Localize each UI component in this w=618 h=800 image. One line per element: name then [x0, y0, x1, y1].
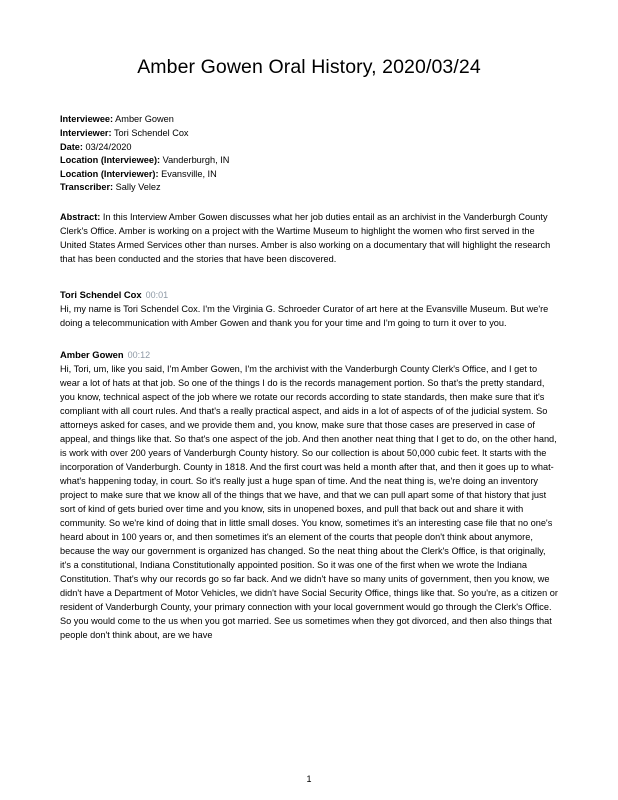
metadata-row-interviewee — [60, 113, 558, 127]
speaker-name: Tori Schendel Cox — [60, 288, 142, 300]
interview-metadata — [60, 113, 558, 195]
abstract-text: In this Interview Amber Gowen discusses what her job duties entail as an archivist in the Vanderburgh County Clerk's Office. Amber is working on a project with the Wartime Museum to highlight the women who first served in the United States Armed Services other than nurses. Amber is also working on a documentary that will highlight the research that has been conducted and the stories that have been discovered. — [60, 212, 551, 264]
metadata-value: Vanderburgh, IN — [162, 155, 230, 166]
metadata-value: Sally Velez — [115, 182, 161, 193]
metadata-value: Amber Gowen — [115, 114, 174, 125]
transcript-turn-text: Hi, Tori, um, like you said, I'm Amber Gowen, I'm the archivist with the Vanderburgh County Clerk's Office, and I get to wear a lot of hats at that job. So one of the things I do is the records management portion. So that's the pretty standard, you know, technical aspect of the job where we rotate our records according to state standards, then make sure that it's compliant with all court rules. And that's a really practical aspect, and aids in a lot of aspects of of the judicial system. So attorneys asked for cases, and we provide them and, you know, make sure that those cases are preserved in case of appeal, and things like that. So that's one aspect of the job. And then another neat thing that I get to do, on the other hand, is work with over 200 years of Vanderburgh County history. So our collection is about 50,000 cubic feet. It starts with the incorporation of Vanderburgh. County in 1818. And the first court was held a month after that, and then it goes up to what-what's happening today, in court. So it's really just a huge span of time. And the neat thing is, we're doing an inventory project to make sure that we know all of the things that we have, and that we can pull apart some of that history that just sort of kind of gets buried over time and you know, sits in unopened boxes, and pull that back out and share it with community. So we're kind of doing that in little small doses. You know, sometimes it's an interesting case file that no one's heard about in 100 years or, and then sometimes it's an element of the courts that people don't think about anymore, because the way our government is organized has changed. So the neat thing about the Clerk's Office, is that originally, it's a constitutional, Indiana Constitutionally appointed position. So it was one of the first when we wrote the Indiana Constitution. That's why our records go so far back. And we didn't have so many units of government, then you know, we didn't have a Department of Motor Vehicles, we didn't have Social Security Office, things like that. So you're, as a citizen or resident of Vanderburgh County, your primary connection with your local government would go through the Clerk's Office. So you would come to the us when you got married. See us sometimes when they got divorced, and then also things that people don't think about, are we have — [60, 363, 558, 640]
speaker-name: Amber Gowen — [60, 348, 124, 360]
metadata-label: Transcriber: — [60, 182, 114, 193]
metadata-value: 03/24/2020 — [85, 141, 132, 152]
metadata-label: Interviewee: — [60, 114, 114, 125]
metadata-row-transcriber — [60, 181, 558, 195]
abstract-label: Abstract: — [60, 212, 101, 223]
transcript-turn — [60, 349, 558, 643]
page-title: Amber Gowen Oral History, 2020/03/24 — [137, 56, 481, 78]
metadata-row-date — [60, 141, 558, 155]
metadata-label: Location (Interviewer): — [60, 168, 159, 179]
metadata-label: Date: — [60, 141, 83, 152]
metadata-label: Interviewer: — [60, 128, 112, 138]
timestamp: 00:01 — [145, 289, 169, 300]
metadata-row-interviewer — [60, 127, 558, 141]
transcript-turn-text: Hi, my name is Tori Schendel Cox. I'm the Virginia G. Schroeder Curator of art here at the Evansville Museum. But we're doing a telecommunication with Amber Gowen and thank you for your time and I'm going to turn it over to you. — [60, 303, 549, 328]
metadata-value: Evansville, IN — [161, 168, 217, 179]
page-number: 1 — [306, 774, 312, 784]
abstract-paragraph — [60, 211, 558, 267]
transcript-turn — [60, 289, 558, 331]
metadata-label: Location (Interviewee): — [60, 155, 161, 166]
metadata-value: Tori Schendel Cox — [113, 128, 189, 138]
metadata-row-location-interviewee — [60, 154, 558, 168]
transcript-turn-header — [60, 349, 558, 360]
metadata-row-location-interviewer — [60, 168, 558, 182]
transcript-turn-header — [60, 289, 558, 300]
timestamp: 00:12 — [127, 349, 151, 360]
